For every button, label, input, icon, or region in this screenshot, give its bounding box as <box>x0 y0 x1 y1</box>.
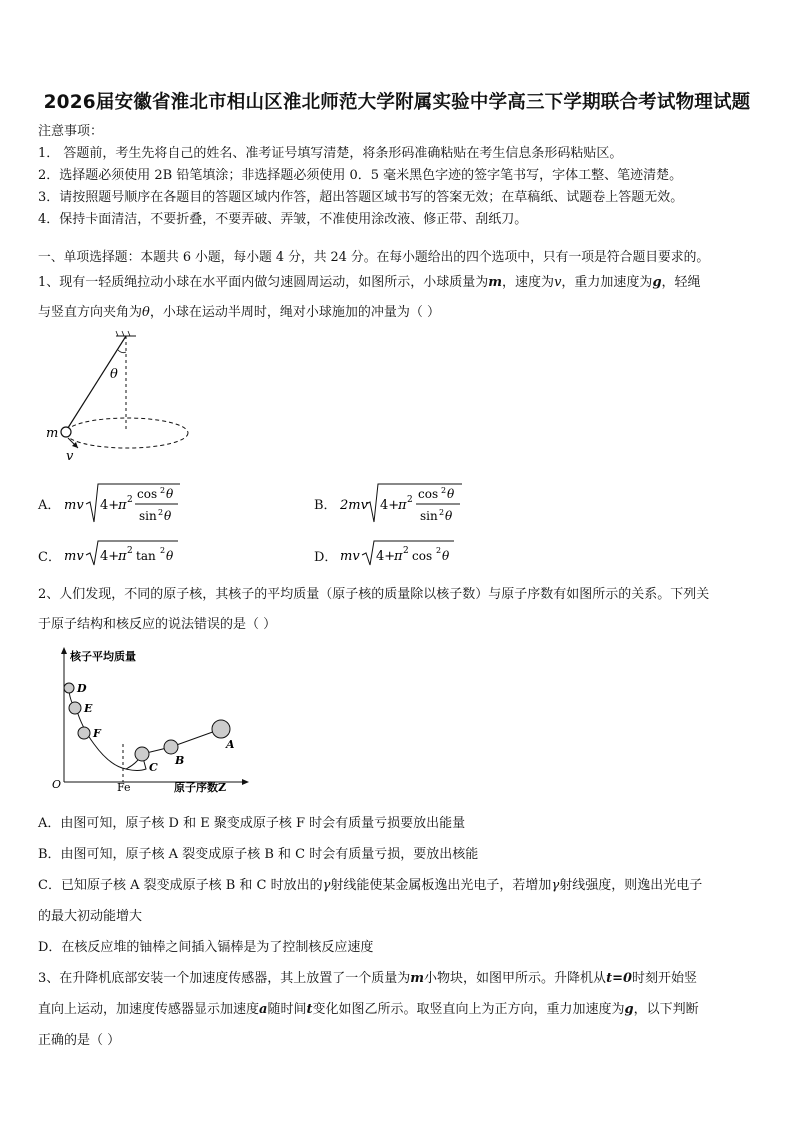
svg-text:2: 2 <box>403 546 409 556</box>
question-3-line-1: 3、在升降机底部安装一个加速度传感器，其上放置了一个质量为m小物块，如图甲所示。升降机从t=0时刻开始竖 <box>38 971 698 986</box>
svg-text:sin: sin <box>139 509 157 523</box>
svg-text:cos: cos <box>418 487 439 501</box>
origin-label: O <box>52 778 62 791</box>
point-a <box>212 720 230 738</box>
fe-label: Fe <box>117 781 131 794</box>
svg-text:2: 2 <box>439 508 445 517</box>
svg-text:B: B <box>175 754 185 767</box>
svg-text:4+: 4+ <box>376 549 396 564</box>
m-label: m <box>46 426 59 441</box>
svg-text:π: π <box>398 498 407 513</box>
q2-option-c-line-2: 的最大初动能增大 <box>38 909 143 924</box>
option-a-label: A． <box>38 498 61 513</box>
svg-text:2: 2 <box>127 495 133 505</box>
svg-text:θ: θ <box>166 549 174 563</box>
point-b <box>164 740 178 754</box>
point-e <box>69 702 81 714</box>
svg-text:E: E <box>84 702 93 715</box>
notice-heading: 注意事项： <box>38 124 104 139</box>
svg-text:2: 2 <box>160 486 166 495</box>
notice-item-2: 2．选择题必须使用 2B 铅笔填涂；非选择题必须使用 0．5 毫米黑色字迹的签字笔书写，字体工整、笔迹清楚。 <box>38 168 683 183</box>
q2-option-d: D．在核反应堆的铀棒之间插入镉棒是为了控制核反应速度 <box>38 940 374 955</box>
option-c-label: C． <box>38 550 61 565</box>
svg-text:θ: θ <box>447 487 455 501</box>
option-d-formula <box>338 538 468 570</box>
q2-option-b: B．由图可知，原子核 A 裂变成原子核 B 和 C 时会有质量亏损，要放出核能 <box>38 847 479 862</box>
svg-text:cos: cos <box>412 549 433 563</box>
svg-text:mv: mv <box>340 549 360 564</box>
theta-label: θ <box>110 367 118 382</box>
svg-text:2: 2 <box>158 508 164 517</box>
y-axis-label: 核子平均质量 <box>70 650 136 663</box>
svg-text:2: 2 <box>160 546 166 555</box>
svg-text:π: π <box>118 498 127 513</box>
svg-text:2: 2 <box>127 546 133 556</box>
x-axis-label: 原子序数Z <box>174 781 227 794</box>
svg-text:2: 2 <box>441 486 447 495</box>
svg-text:sin: sin <box>420 509 438 523</box>
svg-text:F: F <box>93 727 101 740</box>
circular-path-ellipse <box>66 418 188 448</box>
option-b-formula <box>338 478 478 528</box>
conical-pendulum-figure <box>38 330 198 470</box>
question-3-line-2: 直向上运动，加速度传感器显示加速度a随时间t变化如图乙所示。取竖直向上为正方向，重力加速度为g，以下判断 <box>38 1002 699 1017</box>
svg-text:tan: tan <box>136 549 156 563</box>
option-b-label: B． <box>314 498 337 513</box>
svg-text:mv: mv <box>64 549 84 564</box>
q2-option-c-line-1: C．已知原子核 A 裂变成原子核 B 和 C 时放出的γ射线能使某金属板逸出光电子，若增加γ射线强度，则逸出光电子 <box>38 878 703 893</box>
svg-text:θ: θ <box>166 487 174 501</box>
svg-text:4+: 4+ <box>100 549 120 564</box>
svg-text:2: 2 <box>407 495 413 505</box>
point-c <box>135 747 149 761</box>
option-d-label: D． <box>314 550 338 565</box>
svg-text:A: A <box>226 738 235 751</box>
option-c-formula <box>62 538 192 570</box>
svg-text:π: π <box>394 549 403 564</box>
v-label: v <box>66 449 74 464</box>
point-f <box>78 727 90 739</box>
section-1-header: 一、单项选择题：本题共 6 小题，每小题 4 分，共 24 分。在每小题给出的四个选项中，只有一项是符合题目要求的。 <box>38 250 710 265</box>
question-1-line-2: 与竖直方向夹角为θ，小球在运动半周时，绳对小球施加的冲量为（ ） <box>38 305 440 320</box>
notice-item-3: 3．请按照题号顺序在各题目的答题区域内作答，超出答题区域书写的答案无效；在草稿纸、试题卷上答题无效。 <box>38 190 684 205</box>
rope-line <box>66 336 126 431</box>
question-2-line-1: 2、人们发现，不同的原子核，其核子的平均质量（原子核的质量除以核子数）与原子序数有如图所示的关系。下列关 <box>38 587 710 602</box>
svg-text:θ: θ <box>164 509 172 523</box>
svg-text:θ: θ <box>445 509 453 523</box>
binding-curve-figure <box>44 644 254 794</box>
svg-text:mv: mv <box>64 498 84 513</box>
svg-text:4+: 4+ <box>100 498 120 513</box>
point-d <box>64 683 74 693</box>
question-1-line-1: 1、现有一轻质绳拉动小球在水平面内做匀速圆周运动，如图所示，小球质量为m，速度为v，重力加速度为g，轻绳 <box>38 275 701 290</box>
document-title: 2026届安徽省淮北市相山区淮北师范大学附属实验中学高三下学期联合考试物理试题 <box>43 92 751 113</box>
svg-text:C: C <box>149 761 158 774</box>
q2-option-a: A．由图可知，原子核 D 和 E 聚变成原子核 F 时会有质量亏损要放出能量 <box>38 816 466 831</box>
notice-item-1: 1． 答题前，考生先将自己的姓名、准考证号填写清楚，将条形码准确粘贴在考生信息条形码粘贴区。 <box>38 146 623 161</box>
svg-text:π: π <box>118 549 127 564</box>
svg-text:2mv: 2mv <box>340 498 368 513</box>
svg-text:2: 2 <box>436 546 442 555</box>
question-2-line-2: 于原子结构和核反应的说法错误的是（ ） <box>38 617 277 632</box>
ball-circle <box>61 427 71 437</box>
svg-text:cos: cos <box>137 487 158 501</box>
option-a-formula <box>62 478 192 528</box>
svg-text:4+: 4+ <box>380 498 400 513</box>
svg-text:θ: θ <box>442 549 450 563</box>
question-3-line-3: 正确的是（ ） <box>38 1033 121 1048</box>
svg-text:D: D <box>77 682 87 695</box>
notice-item-4: 4．保持卡面清洁，不要折叠，不要弄破、弄皱，不准使用涂改液、修正带、刮纸刀。 <box>38 212 528 227</box>
